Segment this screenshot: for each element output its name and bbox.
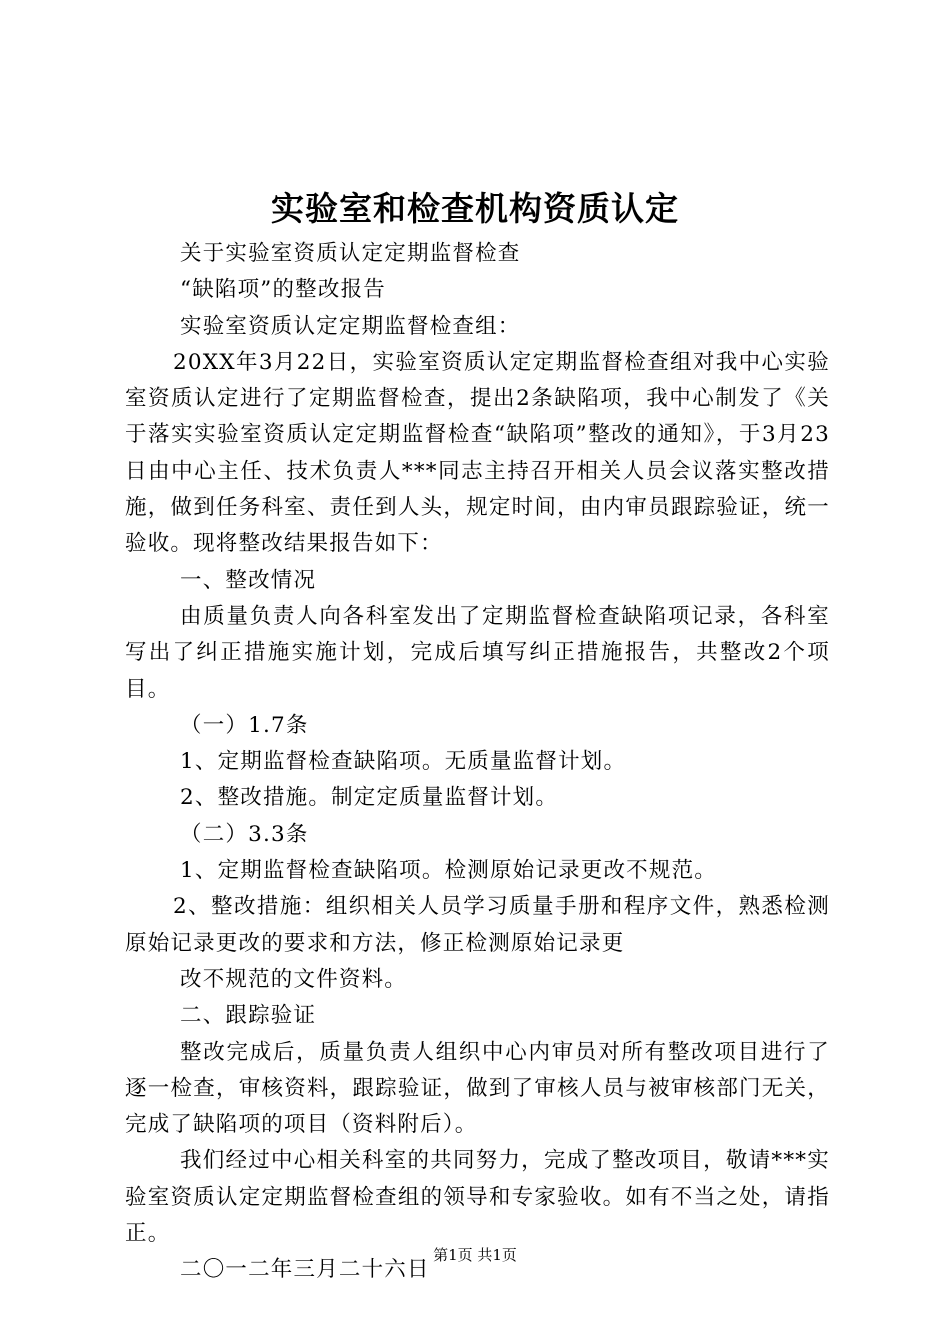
subsection-2-item-2: 2、整改措施：组织相关人员学习质量手册和程序文件，熟悉检测原始记录更改的要求和方法，修正检测原始记录更 bbox=[125, 894, 830, 956]
page-footer: 第1页 共1页 bbox=[433, 1246, 517, 1264]
section-1-paragraph: 由质量负责人向各科室发出了定期监督检查缺陷项记录，各科室写出了纠正措施实施计划，完成后填写纠正措施报告，共整改2个项目。 bbox=[125, 603, 830, 702]
closing-paragraph: 我们经过中心相关科室的共同努力，完成了整改项目，敬请***实验室资质认定定期监督检查组的领导和专家验收。如有不当之处，请指正。 bbox=[125, 1148, 830, 1247]
subsection-heading-2: （二）3.3条 bbox=[180, 821, 309, 847]
subsection-1-item-1: 1、定期监督检查缺陷项。无质量监督计划。 bbox=[180, 749, 627, 775]
document-title: 实验室和检查机构资质认定 bbox=[271, 189, 679, 228]
subsection-2-item-2-continued: 改不规范的文件资料。 bbox=[180, 966, 408, 992]
section-heading-1: 一、整改情况 bbox=[180, 567, 317, 593]
document-date: 二〇一二年三月二十六日 bbox=[180, 1257, 430, 1283]
salutation: 实验室资质认定定期监督检查组： bbox=[180, 313, 521, 339]
subtitle-line-2: “缺陷项”的整改报告 bbox=[180, 277, 386, 303]
subtitle-line-1: 关于实验室资质认定定期监督检查 bbox=[180, 241, 521, 266]
subsection-2-item-1: 1、定期监督检查缺陷项。检测原始记录更改不规范。 bbox=[180, 858, 717, 884]
document-body bbox=[125, 236, 830, 1289]
section-heading-2: 二、跟踪验证 bbox=[180, 1003, 317, 1029]
subsection-heading-1: （一）1.7条 bbox=[180, 712, 309, 738]
intro-paragraph: 20XX年3月22日，实验室资质认定定期监督检查组对我中心实验室资质认定进行了定期监督检查，提出2条缺陷项，我中心制发了《关于落实实验室资质认定定期监督检查“缺陷项”整改的通知》，于3月23日由中心主任、技术负责人***同志主持召开相关人员会议落实整改措施，做到任务科室、责任到人头，规定时间，由内审员跟踪验证，统一验收。现将整改结果报告如下： bbox=[125, 349, 830, 557]
section-2-paragraph: 整改完成后，质量负责人组织中心内审员对所有整改项目进行了逐一检查，审核资料，跟踪验证，做到了审核人员与被审核部门无关，完成了缺陷项的项目（资料附后）。 bbox=[125, 1039, 830, 1138]
subsection-1-item-2: 2、整改措施。制定定质量监督计划。 bbox=[180, 785, 559, 811]
